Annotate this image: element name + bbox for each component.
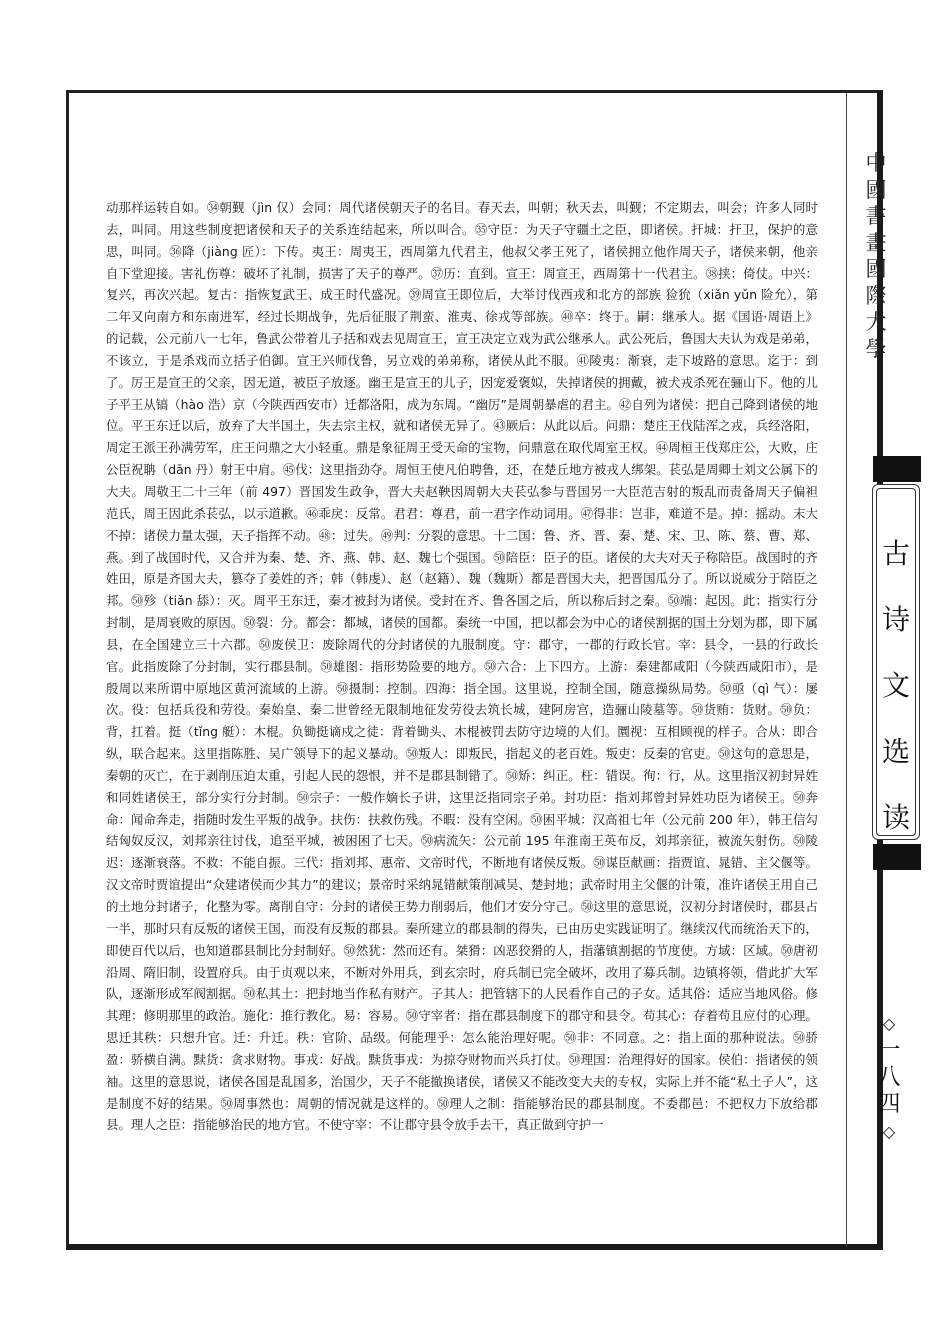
section-title-char: 文 [881, 669, 910, 702]
university-title-char: 際 [865, 283, 887, 308]
university-title-char: 國 [865, 257, 887, 281]
decorative-bar-bottom [873, 844, 921, 870]
section-title-char: 古 [881, 537, 910, 570]
page-number [869, 1010, 909, 1145]
annotation-text [106, 197, 818, 1136]
university-title [856, 150, 896, 362]
university-title-char: 書 [865, 204, 887, 228]
page-number-char: ◇ [882, 1122, 896, 1141]
section-title [873, 521, 919, 851]
margin-divider [846, 93, 847, 1247]
section-title-char: 选 [881, 735, 910, 768]
university-title-char: 學 [865, 336, 887, 361]
university-title-char: 大 [865, 310, 887, 334]
section-title-frame [872, 484, 920, 840]
section-title-char: 诗 [881, 603, 910, 636]
decorative-bar-top [873, 456, 921, 482]
page-number-char: 八 [877, 1064, 901, 1090]
university-title-char: 中 [865, 151, 887, 175]
page-number-char: 一 [877, 1037, 901, 1063]
page-number-char: ◇ [882, 1014, 896, 1033]
university-title-char: 國 [865, 177, 887, 202]
university-title-char: 畫 [865, 230, 887, 255]
body-paragraph: 动那样运转自如。㉞朝觐（jìn 仅）会同：周代诸侯朝天子的名目。春天去，叫朝；秋天去，叫觐；不定期去，叫会；许多人同时去，叫同。用这些制度把诸侯和天子的关系连结起来，所以叫合。㉟守臣：为天子守疆土之臣，即诸侯。扞城：扞卫，保护的意思，叫同。㊱降（jiàng 匠）：下传。夷王：周夷王，西周第九代君主，他叔父孝王死了，诸侯拥立他作周天子，诸侯来朝，他亲自下堂迎接。害礼伤尊：破坏了礼制，损害了天子的尊严。㊲历：直到。宣王：周宣王，西周第十一代君主。㊳挟：倚仗。中兴：复兴，再次兴起。复古：指恢复武王、成王时代盛况。㊴周宣王即位后，大举讨伐西戎和北方的部族 猃狁（xiǎn yǔn 险允），第二年又向南方和东南进军，经过长期战争，先后征服了荆蛮、淮夷、徐戎等部族。㊵卒：终于。嗣：继承人。据《国语·周语上》的记载，公元前八一七年，鲁武公带着儿子括和戏去见周宣王，宣王决定立戏为武公继承人。武公死后，鲁国大夫认为戏是弟弟，不该立，于是杀戏而立括子伯御。宣王兴师伐鲁，另立戏的弟弟称，诸侯从此不服。㊶陵夷：渐衰，走下坡路的意思。迄于：到了。厉王是宣王的父亲，因无道，被臣子放逐。幽王是宣王的儿子，因宠爱褒姒，失掉诸侯的拥戴，被犬戎杀死在骊山下。他的儿子平王从镐（hào 浩）京（今陕西西安市）迁都洛阳，成为东周。“幽厉”是周朝暴虐的君主。㊷自列为诸侯：把自己降到诸侯的地位。平王东迁以后，放弃了大半国土，失去宗主权，就和诸侯无异了。㊸厥后：从此以后。问鼎：楚庄王伐陆浑之戎，兵经洛阳，周定王派王孙满劳军，庄王问鼎之大小轻重。鼎是象征周王受天命的宝物，问鼎意在取代周室王权。㊹周桓王伐郑庄公，大败，庄公臣祝聃（dān 丹）射王中肩。㊺伐：这里指劲夺。周恒王使凡伯聘鲁，还，在楚丘地方被戎人绑架。苌弘是周卿士刘文公属下的大夫。周敬王二十三年（前 497）晋国发生政争，晋大夫赵鞅因周朝大夫苌弘参与晋国另一大臣范吉射的叛乱而责备周天子偏袒范氏，周王因此杀苌弘，以示道歉。㊻乖戾：反常。君君：尊君，前一君字作动词用。㊼得非：岂非，难道不是。掉：摇动。末大不掉：诸侯力量太强，天子指挥不动。㊽：过失。㊾判：分裂的意思。十二国：鲁、齐、晋、秦、楚、宋、卫、陈、蔡、曹、郑、燕。到了战国时代，又合并为秦、楚、齐、燕、韩、赵、魏七个强国。㊿陪臣：臣子的臣。诸侯的大夫对天子称陪臣。战国时的齐姓田，原是齐国大夫，篡夺了姜姓的齐；韩（韩虔）、赵（赵籍）、魏（魏斯）都是晋国大夫，把晋国瓜分了。所以说威分于陪臣之邦。㊿殄（tiǎn 舔）：灭。周平王东迁，秦才被封为诸侯。受封在齐、鲁各国之后，所以称后封之秦。㊿端：起因。此：指实行分封制，是周衰败的原因。㊿裂：分。都会：都城，诸侯的国都。秦统一中国，把以都会为中心的诸侯割据的国土分划为郡，即下属县，在全国建立三十六郡。㊿废侯卫：废除周代的分封诸侯的九服制度。守：郡守，一郡的行政长官。宰：县令，一县的行政长官。此指废除了分封制，实行郡县制。㊿雄图：指形势险要的地方。㊿六合：上下四方。上游：秦建都咸阳（今陕西咸阳市），是殷周以来所谓中原地区黄河流域的上游。㊿摄制：控制。四海：指全国。这里说，控制全国，随意操纵局势。㊿亟（qì 气）：屡次。役：包括兵役和劳役。秦始皇、秦二世曾经无限制地征发劳役去筑长城，建阿房宫，造骊山陵墓等。㊿货贿：货财。㊿负：背，扛着。挺（tǐng 艇）：木棍。负锄挺谪戍之徒：背着锄头、木棍被罚去防守边境的人们。圜视：互相顾视的样子。合从：即合纵，联合起来。这里指陈胜、吴广领导下的起义暴动。㊿叛人：即叛民，指起义的老百姓。叛吏：反秦的官吏。㊿这句的意思是，秦朝的灭亡，在于剥削压迫太重，引起人民的怨恨，并不是郡县制错了。㊿矫：纠正。枉：错误。徇：行，从。这里指汉初封异姓和同姓诸侯王，部分实行分封制。㊿宗子：一般作嫡长子讲，这里泛指同宗子弟。封功臣：指刘邦曾封异姓功臣为诸侯王。㊿奔命：闻命奔走，指随时发生平叛的战争。扶伤：扶救伤残。不暇：没有空闲。㊿困平城：汉高祖七年（公元前 200 年），韩王信勾结匈奴反汉，刘邦亲往讨伐，追至平城，被困困了七天。㊿病流矢：公元前 195 年淮南王英布反，刘邦亲征，被流矢射伤。㊿陵迟：逐渐衰落。不救：不能自振。三代：指刘邦、惠帝、文帝时代，不断地有诸侯反叛。㊿谋臣献画：指贾谊、晁错、主父偃等。汉文帝时贾谊提出“众建诸侯而少其力”的建议；景帝时采纳晁错献策削减吴、楚封地；武帝时用主父偃的计策，准许诸侯王用自己的土地分封诸子，化整为零。离削自守：分封的诸侯王势力削弱后，他们才安分守己。㊿这里的意思说，汉初分封诸侯时，郡县占一半，那时只有反叛的诸侯王国，而没有反叛的郡县。秦所建立的郡县制的得失，已由历史实践证明了。继续汉代而统治天下的，即使百代以后，也知道郡县制比分封制好。㊿然犹：然而还有。桀猾：凶恶狡猾的人，指藩镇割据的节度使。方域：区域。㊿唐初沿周、隋旧制，设置府兵。由于贞观以来，不断对外用兵，到玄宗时，府兵制已完全破坏，改用了募兵制。边镇将领，借此扩大军队，逐渐形成军阀割据。㊿私其土：把封地当作私有财产。子其人：把管辖下的人民看作自己的子女。适其俗：适应当地风俗。修其理：修明那里的政治。施化：推行教化。易：容易。㊿守宰者：指在郡县制度下的郡守和县令。苟其心：存着苟且应付的心理。思迁其秩：只想升官。迁：升迁。秩：官阶、品级。何能理乎：怎么能治理好呢。㊿非：不同意。之：指上面的那种说法。㊿骄盈：骄横自满。黩货：贪求财物。事戎：好战。黩货事戎：为掠夺财物而兴兵打仗。㊿理国：治理得好的国家。侯伯：指诸侯的领袖。这里的意思说，诸侯各国是乱国多，治国少，天子不能撤换诸侯，诸侯又不能改变大夫的专权，实际上并不能“私土子人”，这是制度不好的结果。㊿周事然也：周朝的情况就是这样的。㊿理人之制：指能够治民的郡县制度。不委郡邑：不把权力下放给郡县。理人之臣：指能够治民的地方官。不使守宰：不让郡守县令放手去干，真正做到守护一 [106, 200, 818, 1133]
section-title-char: 读 [881, 801, 910, 834]
page-number-char: 四 [877, 1091, 901, 1117]
